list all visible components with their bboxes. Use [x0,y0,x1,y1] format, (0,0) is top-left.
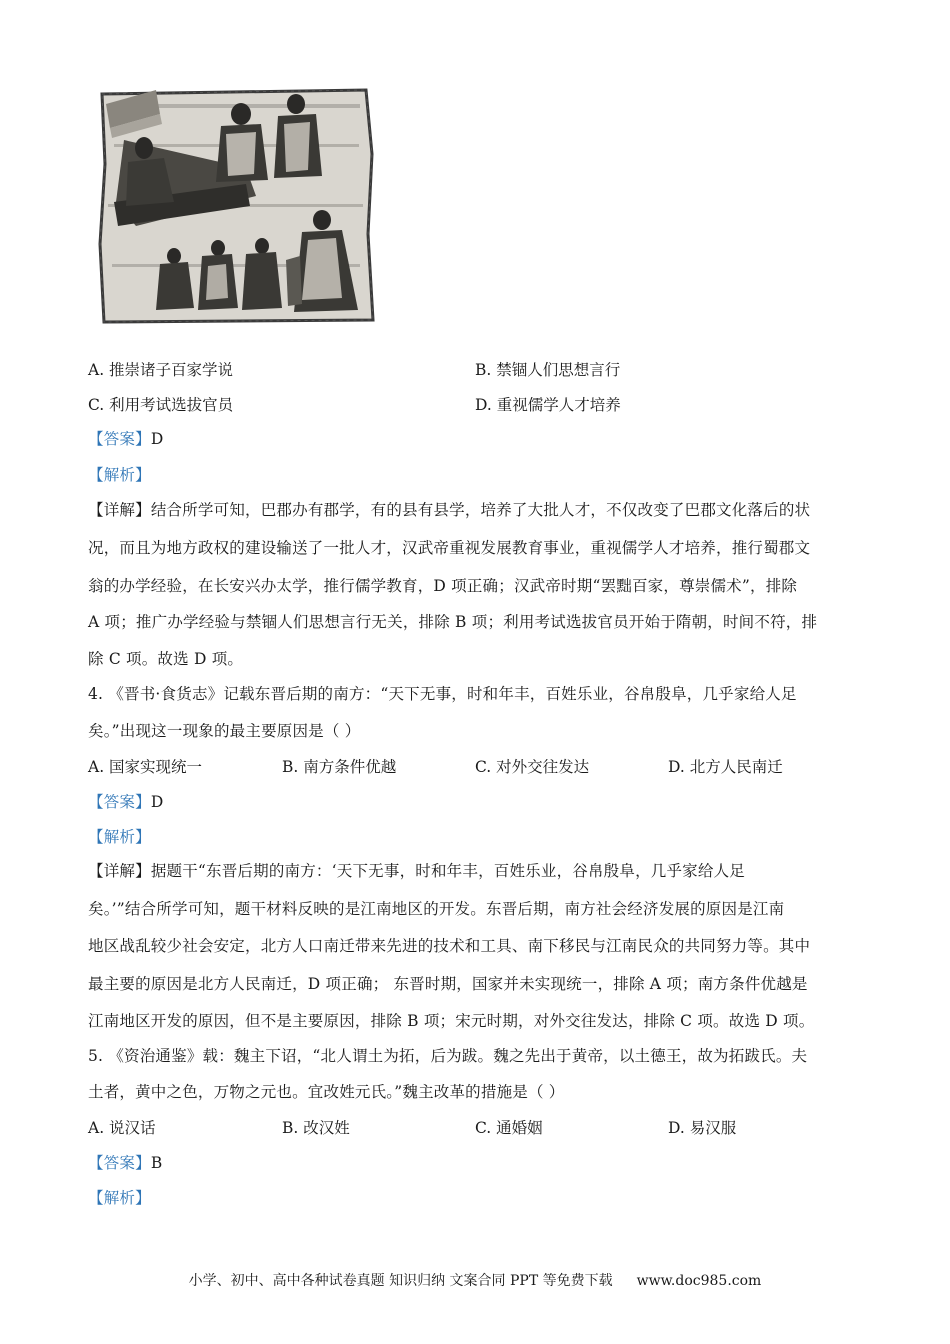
q3-answer [88,429,163,449]
footer-text: 小学、初中、高中各种试卷真题 知识归纳 文案合同 PPT 等免费下载 [188,1273,613,1289]
q4-option-c: C. 对外交往发达 [475,758,590,776]
detail-tag: 【详解】 [88,862,151,880]
detail-text: 结合所学可知，巴郡办有郡学，有的县有县学，培养了大批人才，不仅改变了巴郡文化落后的状 [150,501,811,519]
q4-detail-line: 矣。’”结合所学可知，题干材料反映的是江南地区的开发。东晋后期，南方社会经济发展的原因是江南 [88,900,785,918]
q4-option-a: A. 国家实现统一 [88,758,203,776]
q3-option-b: B. 禁锢人们思想言行 [475,361,621,379]
q5-stem-line: 土者，黄中之色，万物之元也。宜改姓元氏。”魏主改革的措施是（ ） [88,1083,565,1101]
answer-tag: 【答案】 [88,1154,151,1172]
q5-answer [88,1153,162,1173]
q5-option-c: C. 通婚姻 [475,1119,543,1137]
answer-tag: 【答案】 [88,430,151,448]
q5-analysis [88,1188,151,1208]
analysis-tag: 【解析】 [88,1189,151,1207]
q5-stem-line: 5. 《资治通鉴》载：魏主下诏，“北人谓土为拓，后为跋。魏之先出于黄帝，以土德王，故为拓跋氏。夫 [88,1047,808,1065]
q4-detail-line: 最主要的原因是北方人民南迁，D 项正确； 东晋时期，国家并未实现统一，排除 A 项；南方条件优越是 [88,975,808,993]
q4-detail-line: 江南地区开发的原因，但不是主要原因，排除 B 项；宋元时期，对外交往发达，排除 C 项。故选 D 项。 [88,1012,815,1030]
q3-option-d: D. 重视儒学人才培养 [475,396,621,414]
q4-answer [88,792,163,812]
detail-tag: 【详解】 [88,501,151,519]
q5-option-d: D. 易汉服 [668,1119,737,1137]
q5-option-b: B. 改汉姓 [282,1119,350,1137]
answer-value: D [150,793,164,811]
q3-option-a: A. 推崇诸子百家学说 [88,361,234,379]
q3-detail-line: 翁的办学经验，在长安兴办太学，推行儒学教育，D 项正确；汉武帝时期“罢黜百家，尊崇儒术”，排除 [88,577,798,595]
q4-analysis [88,827,151,847]
q3-detail-line: 除 C 项。故选 D 项。 [88,650,244,668]
detail-text: 据题干“东晋后期的南方：‘天下无事，时和年丰，百姓乐业，谷帛殷阜，几乎家给人足 [150,862,745,880]
answer-value: D [150,430,164,448]
q4-option-b: B. 南方条件优越 [282,758,397,776]
analysis-tag: 【解析】 [88,466,151,484]
q4-detail-line: 地区战乱较少社会安定，北方人口南迁带来先进的技术和工具、南下移民与江南民众的共同努力等。其中 [88,937,811,955]
analysis-tag: 【解析】 [88,828,151,846]
q4-option-d: D. 北方人民南迁 [668,758,783,776]
q3-detail-line: A 项；推广办学经验与禁锢人们思想言行无关，排除 B 项；利用考试选拔官员开始于隋朝，时间不符，排 [88,613,818,631]
q5-option-a: A. 说汉话 [88,1119,156,1137]
q3-option-c: C. 利用考试选拔官员 [88,396,234,414]
q4-detail-line [88,861,745,881]
q4-stem-line: 4. 《晋书·食货志》记载东晋后期的南方：“天下无事，时和年丰，百姓乐业，谷帛殷阜，几乎家给人足 [88,685,797,703]
footer-url[interactable]: www.doc985.com [636,1273,762,1289]
answer-value: B [150,1154,163,1172]
q4-stem-line: 矣。”出现这一现象的最主要原因是（ ） [88,722,361,740]
q3-analysis [88,465,151,485]
page-footer [0,1270,950,1290]
answer-tag: 【答案】 [88,793,151,811]
ancient-relief-image [96,84,376,324]
q3-detail-line [88,500,810,520]
q3-detail-line: 况，而且为地方政权的建设输送了一批人才，汉武帝重视发展教育事业，重视儒学人才培养，推行蜀郡文 [88,539,811,557]
